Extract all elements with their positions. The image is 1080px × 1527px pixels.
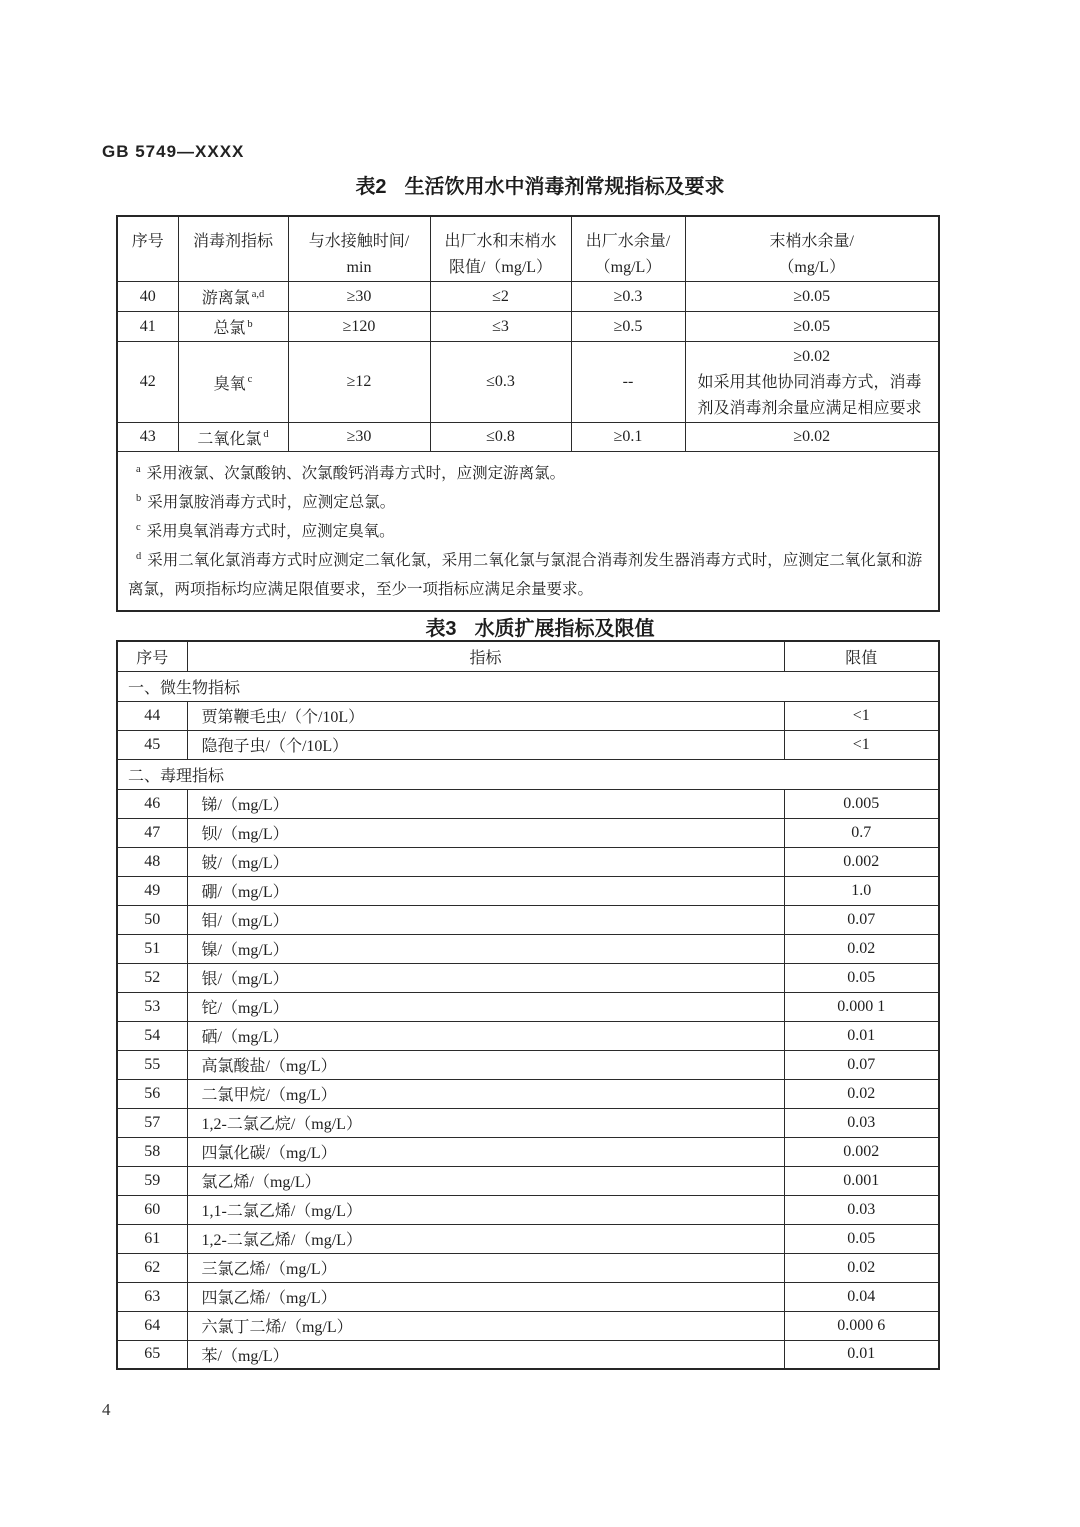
cell-contact: ≥30 xyxy=(288,282,430,312)
cell-indicator: 四氯化碳/（mg/L） xyxy=(187,1137,784,1166)
cell-no: 59 xyxy=(117,1166,187,1195)
cell-factory: ≥0.3 xyxy=(571,282,685,312)
cell-tap: ≥0.05 xyxy=(685,282,939,312)
cell-contact: ≥120 xyxy=(288,312,430,342)
cell-indicator: 硼/（mg/L） xyxy=(187,876,784,905)
cell-limit: 0.005 xyxy=(784,789,939,818)
cell-no: 58 xyxy=(117,1137,187,1166)
cell-no: 48 xyxy=(117,847,187,876)
col-header-factory-residual: 出厂水余量/ （mg/L） xyxy=(571,216,685,282)
table3-title-text: 水质扩展指标及限值 xyxy=(474,618,655,640)
footnote-marker: c xyxy=(136,521,141,533)
cell-indicator: 1,2-二氯乙烷/（mg/L） xyxy=(187,1108,784,1137)
cell-limit: 0.05 xyxy=(784,963,939,992)
table-row xyxy=(117,282,939,312)
table-row xyxy=(117,847,939,876)
cell-factory: ≥0.5 xyxy=(571,312,685,342)
table3-title-label: 表3 xyxy=(425,618,457,640)
col-header-indicator: 指标 xyxy=(187,641,784,671)
footnote-text: 采用二氧化氯消毒方式时应测定二氧化氯，采用二氧化氯与氯混合消毒剂发生器消毒方式时，应测定二氧化氯和游离氯，两项指标均应满足限值要求，至少一项指标应满足余量要求。 xyxy=(128,552,923,598)
section-title: 二、毒理指标 xyxy=(117,759,939,789)
cell-limit: 1.0 xyxy=(784,876,939,905)
table-row xyxy=(117,1311,939,1340)
cell-no: 42 xyxy=(117,342,178,423)
table-row xyxy=(117,1079,939,1108)
cell-indicator: 隐孢子虫/（个/10L） xyxy=(187,730,784,759)
footnote-text: 采用氯胺消毒方式时，应测定总氯。 xyxy=(147,494,396,511)
table2-title xyxy=(0,170,1080,199)
cell-indicator: 四氯乙烯/（mg/L） xyxy=(187,1282,784,1311)
cell-indicator: 锑/（mg/L） xyxy=(187,789,784,818)
cell-indicator: 三氯乙烯/（mg/L） xyxy=(187,1253,784,1282)
cell-indicator: 氯乙烯/（mg/L） xyxy=(187,1166,784,1195)
table2-footnotes-row xyxy=(117,452,939,612)
table-row xyxy=(117,1021,939,1050)
cell-indicator: 游离氯 $^{a,d}$ xyxy=(178,282,288,312)
footnote-text: 采用液氯、次氯酸钠、次氯酸钙消毒方式时，应测定游离氯。 xyxy=(146,465,566,482)
table2-title-text: 生活饮用水中消毒剂常规指标及要求 xyxy=(404,176,725,198)
cell-tap: ≥0.02 xyxy=(685,423,939,452)
cell-limit: <1 xyxy=(784,701,939,730)
cell-limit: 0.02 xyxy=(784,1079,939,1108)
cell-indicator: 硒/（mg/L） xyxy=(187,1021,784,1050)
table-row xyxy=(117,1137,939,1166)
footnote-ref: a,d xyxy=(251,288,265,300)
doc-code: GB 5749—XXXX xyxy=(102,142,245,161)
cell-limit: 0.001 xyxy=(784,1166,939,1195)
cell-indicator: 1,2-二氯乙烯/（mg/L） xyxy=(187,1224,784,1253)
cell-no: 41 xyxy=(117,312,178,342)
table-row xyxy=(117,730,939,759)
cell-no: 51 xyxy=(117,934,187,963)
cell-no: 52 xyxy=(117,963,187,992)
cell-limit: 0.05 xyxy=(784,1224,939,1253)
table-row xyxy=(117,1340,939,1369)
table-row xyxy=(117,789,939,818)
footnote-text: 采用臭氧消毒方式时，应测定臭氧。 xyxy=(146,523,395,540)
cell-indicator: 苯/（mg/L） xyxy=(187,1340,784,1369)
cell-no: 54 xyxy=(117,1021,187,1050)
cell-no: 53 xyxy=(117,992,187,1021)
table-row xyxy=(117,701,939,730)
table-row xyxy=(117,1050,939,1079)
footnote xyxy=(128,488,924,517)
cell-limit: 0.01 xyxy=(784,1340,939,1369)
cell-no: 43 xyxy=(117,423,178,452)
cell-no: 61 xyxy=(117,1224,187,1253)
col-header-indicator: 消毒剂指标 xyxy=(178,216,288,282)
cell-indicator: 二氧化氯 $^d$ xyxy=(178,423,288,452)
cell-no: 57 xyxy=(117,1108,187,1137)
cell-limit: 0.002 xyxy=(784,847,939,876)
cell-limit: ≤0.3 xyxy=(430,342,571,423)
table2 xyxy=(116,215,940,612)
cell-indicator: 总氯 $^b$ xyxy=(178,312,288,342)
cell-limit: ≤0.8 xyxy=(430,423,571,452)
table-row xyxy=(117,1253,939,1282)
table-row xyxy=(117,934,939,963)
footnote xyxy=(128,459,924,488)
col-header-limit: 出厂水和末梢水 限值/（mg/L） xyxy=(430,216,571,282)
cell-no: 49 xyxy=(117,876,187,905)
cell-indicator: 铊/（mg/L） xyxy=(187,992,784,1021)
footnote-marker: b xyxy=(136,492,142,504)
cell-contact: ≥30 xyxy=(288,423,430,452)
cell-no: 62 xyxy=(117,1253,187,1282)
cell-indicator: 钡/（mg/L） xyxy=(187,818,784,847)
cell-indicator: 贾第鞭毛虫/（个/10L） xyxy=(187,701,784,730)
cell-no: 56 xyxy=(117,1079,187,1108)
cell-tap: ≥0.05 xyxy=(685,312,939,342)
cell-indicator: 臭氧 $^c$ xyxy=(178,342,288,423)
cell-no: 45 xyxy=(117,730,187,759)
table-row xyxy=(117,818,939,847)
table-row xyxy=(117,963,939,992)
cell-indicator: 六氯丁二烯/（mg/L） xyxy=(187,1311,784,1340)
cell-no: 50 xyxy=(117,905,187,934)
cell-limit: 0.000 1 xyxy=(784,992,939,1021)
cell-indicator: 银/（mg/L） xyxy=(187,963,784,992)
cell-factory: -- xyxy=(571,342,685,423)
cell-no: 40 xyxy=(117,282,178,312)
cell-indicator: 钼/（mg/L） xyxy=(187,905,784,934)
cell-limit: 0.01 xyxy=(784,1021,939,1050)
table3-title xyxy=(0,612,1080,641)
table-row xyxy=(117,1282,939,1311)
table-row xyxy=(117,1224,939,1253)
table3 xyxy=(116,640,940,1370)
cell-indicator: 高氯酸盐/（mg/L） xyxy=(187,1050,784,1079)
page-number: 4 xyxy=(102,1400,111,1419)
table-row xyxy=(117,1108,939,1137)
section-row-microbial xyxy=(117,671,939,701)
cell-no: 64 xyxy=(117,1311,187,1340)
cell-limit: 0.03 xyxy=(784,1108,939,1137)
table-row xyxy=(117,992,939,1021)
col-header-no: 序号 xyxy=(117,216,178,282)
cell-contact: ≥12 xyxy=(288,342,430,423)
col-header-limit: 限值 xyxy=(784,641,939,671)
section-title: 一、微生物指标 xyxy=(117,671,939,701)
cell-limit: 0.000 6 xyxy=(784,1311,939,1340)
cell-limit: <1 xyxy=(784,730,939,759)
cell-limit: 0.7 xyxy=(784,818,939,847)
cell-factory: ≥0.1 xyxy=(571,423,685,452)
footnote-marker: d xyxy=(136,550,142,562)
table3-header-row xyxy=(117,641,939,671)
footnote-marker: a xyxy=(136,463,141,475)
col-header-no: 序号 xyxy=(117,641,187,671)
cell-limit: 0.04 xyxy=(784,1282,939,1311)
cell-limit: 0.02 xyxy=(784,1253,939,1282)
col-header-tap-residual: 末梢水余量/ （mg/L） xyxy=(685,216,939,282)
cell-limit: 0.02 xyxy=(784,934,939,963)
cell-indicator: 镍/（mg/L） xyxy=(187,934,784,963)
cell-no: 65 xyxy=(117,1340,187,1369)
table-row xyxy=(117,423,939,452)
table-row xyxy=(117,905,939,934)
section-row-toxicological xyxy=(117,759,939,789)
cell-no: 60 xyxy=(117,1195,187,1224)
cell-limit: ≤3 xyxy=(430,312,571,342)
table-row xyxy=(117,1195,939,1224)
cell-no: 46 xyxy=(117,789,187,818)
cell-no: 55 xyxy=(117,1050,187,1079)
footnote xyxy=(128,517,924,546)
table2-header-row xyxy=(117,216,939,282)
cell-indicator: 1,1-二氯乙烯/（mg/L） xyxy=(187,1195,784,1224)
cell-limit: 0.07 xyxy=(784,905,939,934)
table2-title-label: 表2 xyxy=(355,176,387,198)
cell-no: 44 xyxy=(117,701,187,730)
footnote-ref: b xyxy=(247,318,253,330)
footnote xyxy=(128,546,924,604)
table-row xyxy=(117,342,939,423)
table-row xyxy=(117,312,939,342)
cell-indicator: 铍/（mg/L） xyxy=(187,847,784,876)
footnote-ref: c xyxy=(247,374,253,386)
cell-tap: ≥0.02 如采用其他协同消毒方式，消毒 剂及消毒剂余量应满足相应要求 xyxy=(685,342,939,423)
table-row xyxy=(117,876,939,905)
cell-limit: 0.07 xyxy=(784,1050,939,1079)
cell-indicator: 二氯甲烷/（mg/L） xyxy=(187,1079,784,1108)
table2-footnotes xyxy=(117,452,939,612)
footnote-ref: d xyxy=(263,429,269,441)
cell-limit: 0.03 xyxy=(784,1195,939,1224)
cell-no: 63 xyxy=(117,1282,187,1311)
col-header-contact-time: 与水接触时间/ min xyxy=(288,216,430,282)
cell-limit: ≤2 xyxy=(430,282,571,312)
cell-limit: 0.002 xyxy=(784,1137,939,1166)
table-row xyxy=(117,1166,939,1195)
cell-no: 47 xyxy=(117,818,187,847)
